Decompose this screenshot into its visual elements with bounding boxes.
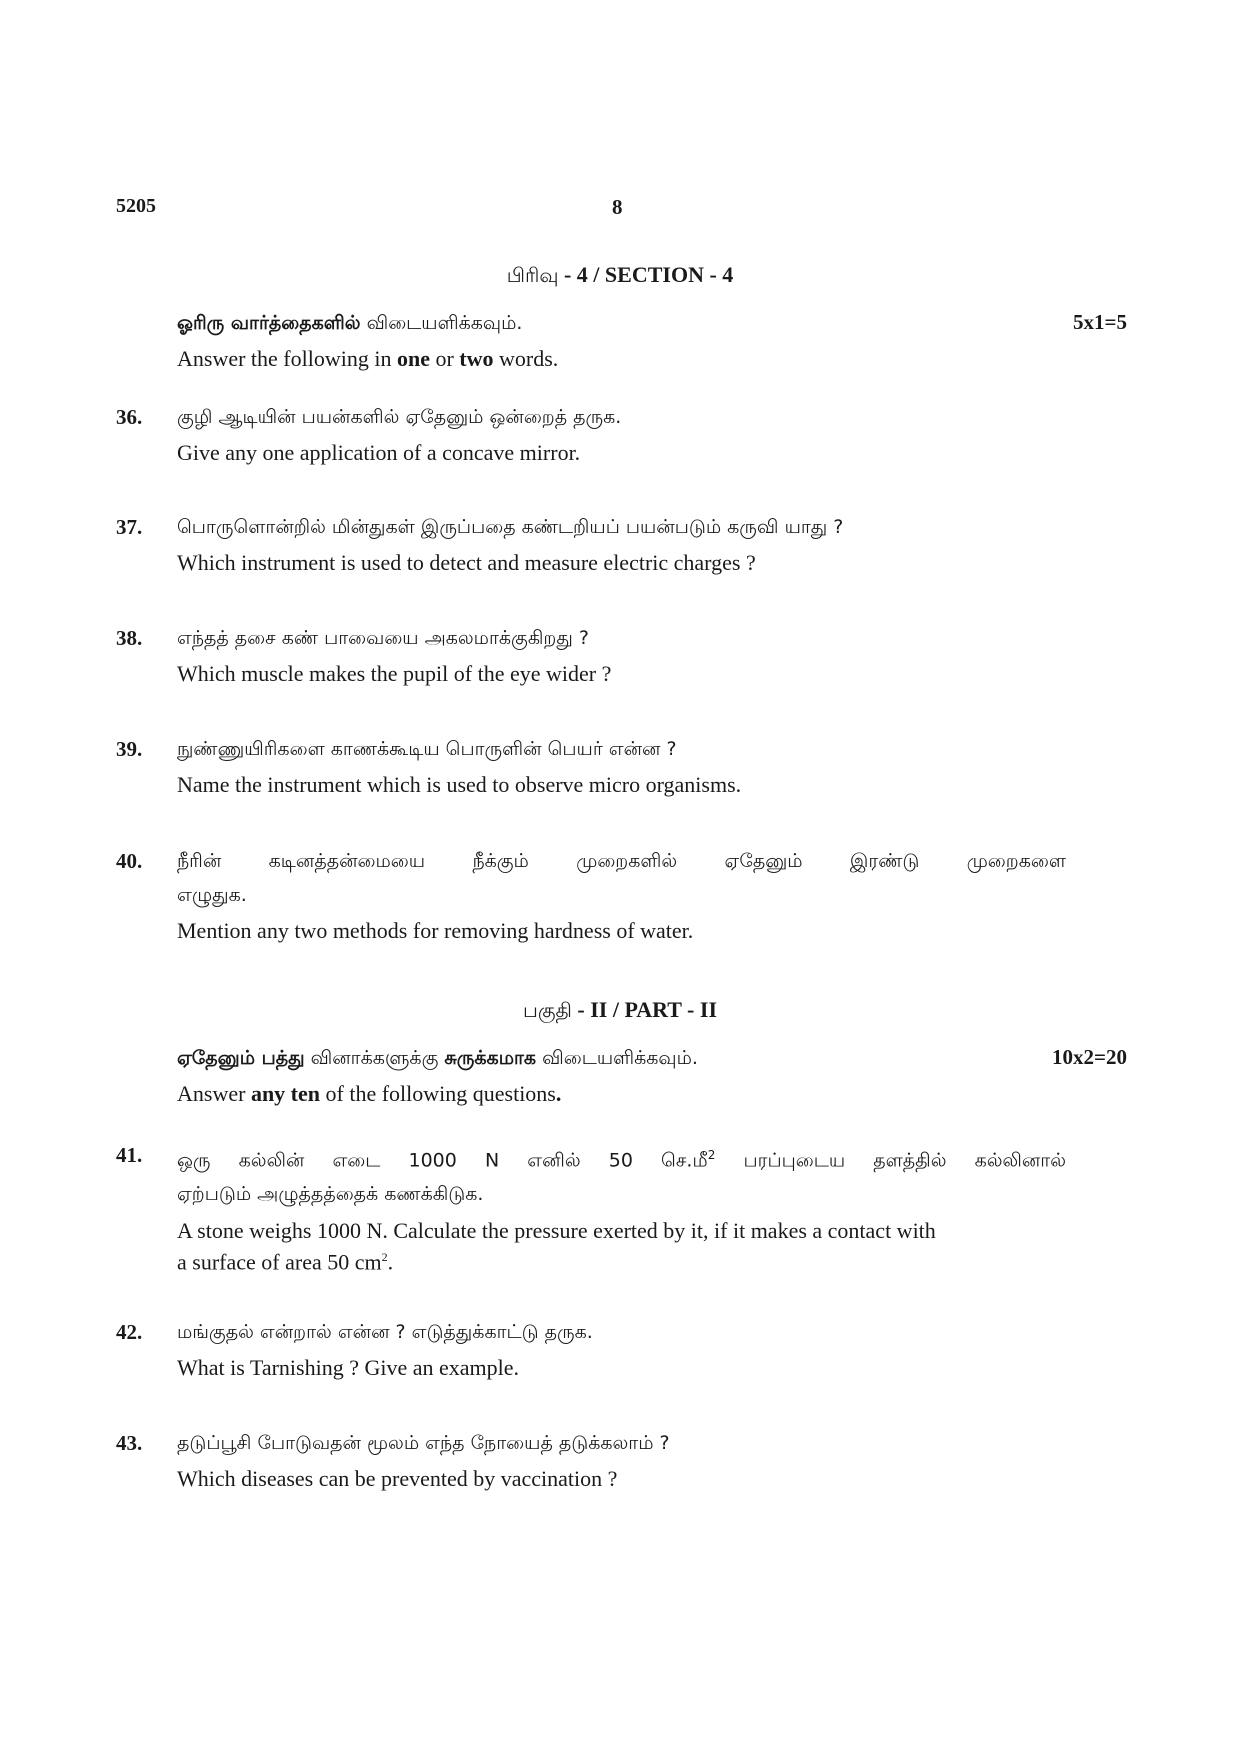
instruction-en-bold: any ten <box>250 1081 320 1106</box>
question-43 <box>116 1428 1066 1494</box>
instruction-en-one: one <box>396 346 430 371</box>
question-ta: எந்தத் தசை கண் பாவையை அகலமாக்குகிறது ? <box>177 627 589 649</box>
paper-code: 5205 <box>116 195 156 217</box>
question-en: Which instrument is used to detect and measure electric charges ? <box>177 550 756 575</box>
section-4-heading-en: - 4 / SECTION - 4 <box>558 262 734 287</box>
superscript-2: 2 <box>707 1148 716 1162</box>
question-number: 42. <box>116 1320 143 1344</box>
question-ta-part-1: ஒரு கல்லின் எடை 1000 N எனில் 50 செ.மீ <box>177 1149 708 1172</box>
question-en: Which diseases can be prevented by vaccination ? <box>177 1466 618 1491</box>
question-number: 40. <box>116 849 143 873</box>
part-2-heading <box>0 997 1240 1025</box>
question-ta: நுண்ணுயிரிகளை காணக்கூடிய பொருளின் பெயர் என்ன ? <box>177 738 677 760</box>
question-number: 41. <box>116 1143 143 1167</box>
instruction-ta-bold-1: ஏதேனும் பத்து <box>177 1047 305 1069</box>
question-ta-continued: ஏற்படும் அழுத்தத்தைக் கணக்கிடுக. <box>177 1183 484 1206</box>
page-number: 8 <box>612 195 623 219</box>
question-ta: தடுப்பூசி போடுவதன் மூலம் எந்த நோயைத் தடுக்கலாம் ? <box>177 1432 670 1454</box>
question-en-part-1: a surface of area 50 cm <box>177 1249 382 1275</box>
question-42 <box>116 1317 1066 1383</box>
question-number: 36. <box>116 405 143 429</box>
part-2-marks: 10x2=20 <box>1052 1045 1127 1069</box>
question-41 <box>116 1140 1066 1276</box>
instruction-ta-bold: ஓரிரு வார்த்தைகளில் <box>177 312 361 334</box>
question-number: 43. <box>116 1431 143 1455</box>
question-ta: மங்குதல் என்றால் என்ன ? எடுத்துக்காட்டு தருக. <box>177 1321 593 1343</box>
instruction-en-dot: . <box>555 1081 562 1106</box>
question-en: What is Tarnishing ? Give an example. <box>177 1355 520 1380</box>
question-40 <box>116 846 1066 946</box>
instruction-en <box>177 344 1127 374</box>
question-number: 37. <box>116 515 143 539</box>
question-38 <box>116 623 1066 689</box>
part-2-heading-ta: பகுதி <box>522 998 572 1022</box>
instruction-en-1: Answer <box>177 1081 251 1106</box>
part-2-instructions <box>177 1043 1127 1109</box>
question-en-part-2: . <box>387 1249 394 1275</box>
instruction-en-1: Answer the following in <box>177 346 397 371</box>
question-ta-continued: எழுதுக. <box>177 884 247 906</box>
question-number: 39. <box>116 737 143 761</box>
part-2-heading-en: - II / PART - II <box>571 997 718 1022</box>
question-ta <box>177 1140 1066 1175</box>
section-4-heading-ta: பிரிவு <box>506 263 559 287</box>
section-4-heading <box>0 262 1240 290</box>
question-ta: குழி ஆடியின் பயன்களில் ஏதேனும் ஒன்றைத் தருக. <box>177 406 622 428</box>
question-en: Mention any two methods for removing hardness of water. <box>177 918 694 943</box>
instruction-en <box>177 1079 1127 1109</box>
question-39 <box>116 734 1066 800</box>
question-en: Which muscle makes the pupil of the eye wider ? <box>177 661 612 686</box>
question-en: A stone weighs 1000 N. Calculate the pressure exerted by it, if it makes a contact with <box>177 1218 936 1244</box>
section-4-instructions <box>177 308 1127 374</box>
instruction-ta-mid-1: வினாக்களுக்கு <box>304 1047 445 1069</box>
question-ta-part-2: பரப்புடைய தளத்தில் கல்லினால் <box>715 1149 1066 1172</box>
question-36 <box>116 402 1066 468</box>
section-4-marks: 5x1=5 <box>1073 310 1127 334</box>
question-en: Name the instrument which is used to observe micro organisms. <box>177 772 742 797</box>
question-37 <box>116 512 1066 578</box>
instruction-ta-rest: விடையளிக்கவும். <box>360 312 523 334</box>
question-en: Give any one application of a concave mirror. <box>177 440 581 465</box>
instruction-en-2: of the following questions <box>320 1081 556 1106</box>
instruction-ta-mid-2: விடையளிக்கவும். <box>536 1047 698 1069</box>
question-en-continued <box>177 1244 1066 1275</box>
superscript-2: 2 <box>381 1250 388 1265</box>
instruction-ta-bold-2: சுருக்கமாக <box>444 1047 537 1069</box>
question-ta: பொருளொன்றில் மின்துகள் இருப்பதை கண்டறியப் பயன்படும் கருவி யாது ? <box>177 516 844 538</box>
instruction-en-two: two <box>459 346 494 371</box>
instruction-en-or: or <box>429 346 460 371</box>
instruction-ta <box>177 308 1127 338</box>
instruction-ta <box>177 1043 1127 1073</box>
instruction-en-end: words. <box>493 346 559 371</box>
question-number: 38. <box>116 626 143 650</box>
question-ta: நீரின் கடினத்தன்மையை நீக்கும் முறைகளில் ஏதேனும் இரண்டு முறைகளை <box>177 850 1066 872</box>
